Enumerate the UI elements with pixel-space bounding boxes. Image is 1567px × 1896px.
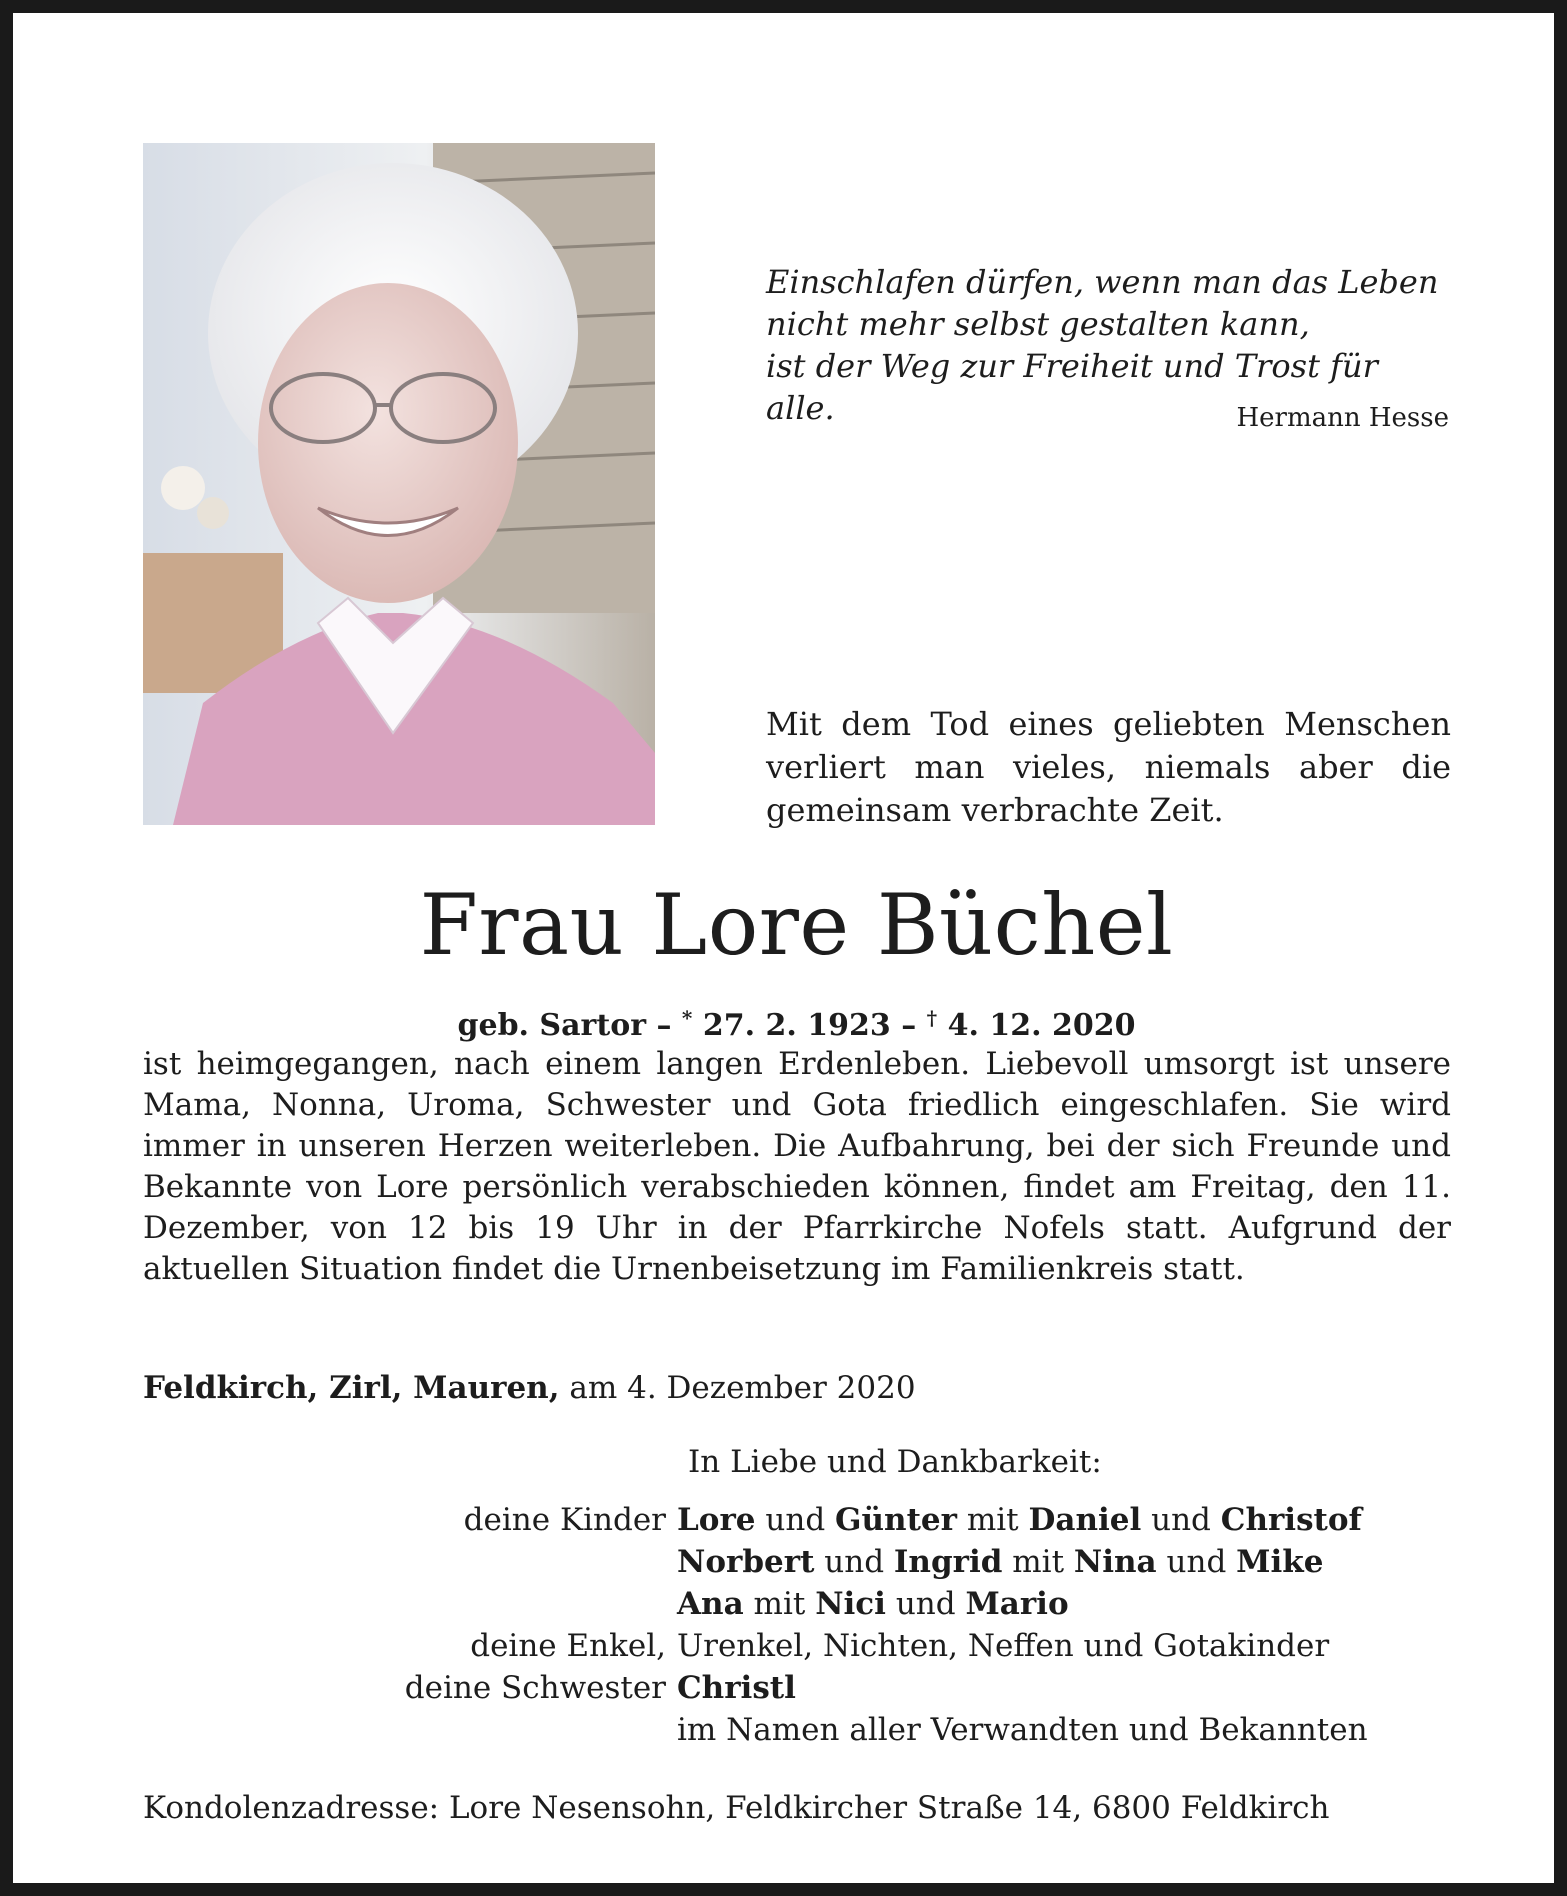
signature-row xyxy=(143,1625,1463,1667)
connector: mit xyxy=(1012,1544,1065,1580)
relation-label: deine Schwester xyxy=(404,1670,666,1706)
person-name: Christof xyxy=(1220,1502,1362,1538)
person-name: Norbert xyxy=(677,1544,815,1580)
portrait-photo xyxy=(143,143,655,825)
signature-row xyxy=(143,1709,1463,1751)
relation-label: deine Kinder xyxy=(463,1502,666,1538)
person-name: Christl xyxy=(677,1670,796,1706)
person-name: Lore xyxy=(677,1502,756,1538)
relation-names xyxy=(677,1499,1452,1541)
death-date: 4. 12. 2020 xyxy=(947,1008,1136,1043)
quote-line: nicht mehr selbst gestalten kann, xyxy=(766,305,1310,343)
birth-date: 27. 2. 1923 xyxy=(702,1008,891,1043)
relation-names xyxy=(677,1667,1452,1709)
quote-line: ist der Weg zur Freiheit und Trost für alle. xyxy=(766,347,1378,427)
quote-author: Hermann Hesse xyxy=(1236,403,1449,433)
relation-names xyxy=(677,1583,1452,1625)
relation-label xyxy=(143,1709,677,1751)
announcement-text: ist heimgegangen, nach einem langen Erdenleben. Liebevoll umsorgt ist unsere Mama, Nonna, Uroma, Schwester und Gota friedlich eingeschlafen. Sie wird immer in unseren Herzen weiterleben. Die Aufbahrung, bei der sich Freunde und Bekannte von Lore persönlich verabschieden können, findet am Freitag, den 11. Dezember, von 12 bis 19 Uhr in der Pfarrkirche Nofels statt. Aufgrund der aktuellen Situation findet die Urnenbeisetzung im Familienkreis statt. xyxy=(143,1046,1451,1287)
relation-label: deine Enkel, xyxy=(470,1628,666,1664)
birth-symbol: * xyxy=(681,1006,693,1030)
person-name: Ana xyxy=(677,1586,744,1622)
relation-names xyxy=(677,1541,1452,1583)
signature-row xyxy=(143,1583,1463,1625)
connector: und xyxy=(1151,1502,1211,1538)
signature-row xyxy=(143,1667,1463,1709)
condolence-address: Kondolenzadresse: Lore Nesensohn, Feldkircher Straße 14, 6800 Feldkirch xyxy=(143,1790,1330,1826)
relation-names: im Namen aller Verwandten und Bekannten xyxy=(677,1712,1368,1748)
person-name: Günter xyxy=(835,1502,957,1538)
death-symbol: † xyxy=(926,1006,938,1030)
towns: Feldkirch, Zirl, Mauren, xyxy=(143,1370,560,1406)
person-name: Nina xyxy=(1073,1544,1157,1580)
place-date-line xyxy=(143,1368,1343,1409)
person-name: Nici xyxy=(815,1586,886,1622)
maiden-name: geb. Sartor xyxy=(457,1008,647,1043)
signature-list xyxy=(143,1499,1463,1751)
relation-label xyxy=(143,1541,677,1583)
connector: und xyxy=(895,1586,956,1622)
life-dates xyxy=(13,998,1567,1046)
person-name: Ingrid xyxy=(893,1544,1003,1580)
signature-row xyxy=(143,1541,1463,1583)
connector: und xyxy=(1166,1544,1227,1580)
person-name: Mario xyxy=(965,1586,1069,1622)
signature-heading: In Liebe und Dankbarkeit: xyxy=(688,1444,1102,1480)
separator: – xyxy=(656,1008,672,1043)
person-name: Daniel xyxy=(1028,1502,1142,1538)
deceased-name: Frau Lore Büchel xyxy=(419,876,1174,974)
portrait-illustration xyxy=(143,143,655,825)
quote-line: Einschlafen dürfen, wenn man das Leben xyxy=(766,263,1439,301)
motto-text: Mit dem Tod eines geliebten Menschen verliert man vieles, niemals aber die gemeinsam verbrachte Zeit. xyxy=(766,705,1451,829)
connector: und xyxy=(765,1502,826,1538)
signature-row xyxy=(143,1499,1463,1541)
relation-names: Urenkel, Nichten, Neffen und Gotakinder xyxy=(677,1628,1330,1664)
connector: und xyxy=(824,1544,885,1580)
relation-label xyxy=(143,1583,677,1625)
connector: mit xyxy=(753,1586,806,1622)
announcement-date: am 4. Dezember 2020 xyxy=(569,1370,916,1406)
connector: mit xyxy=(966,1502,1019,1538)
separator: – xyxy=(901,1008,917,1043)
person-name: Mike xyxy=(1236,1544,1324,1580)
